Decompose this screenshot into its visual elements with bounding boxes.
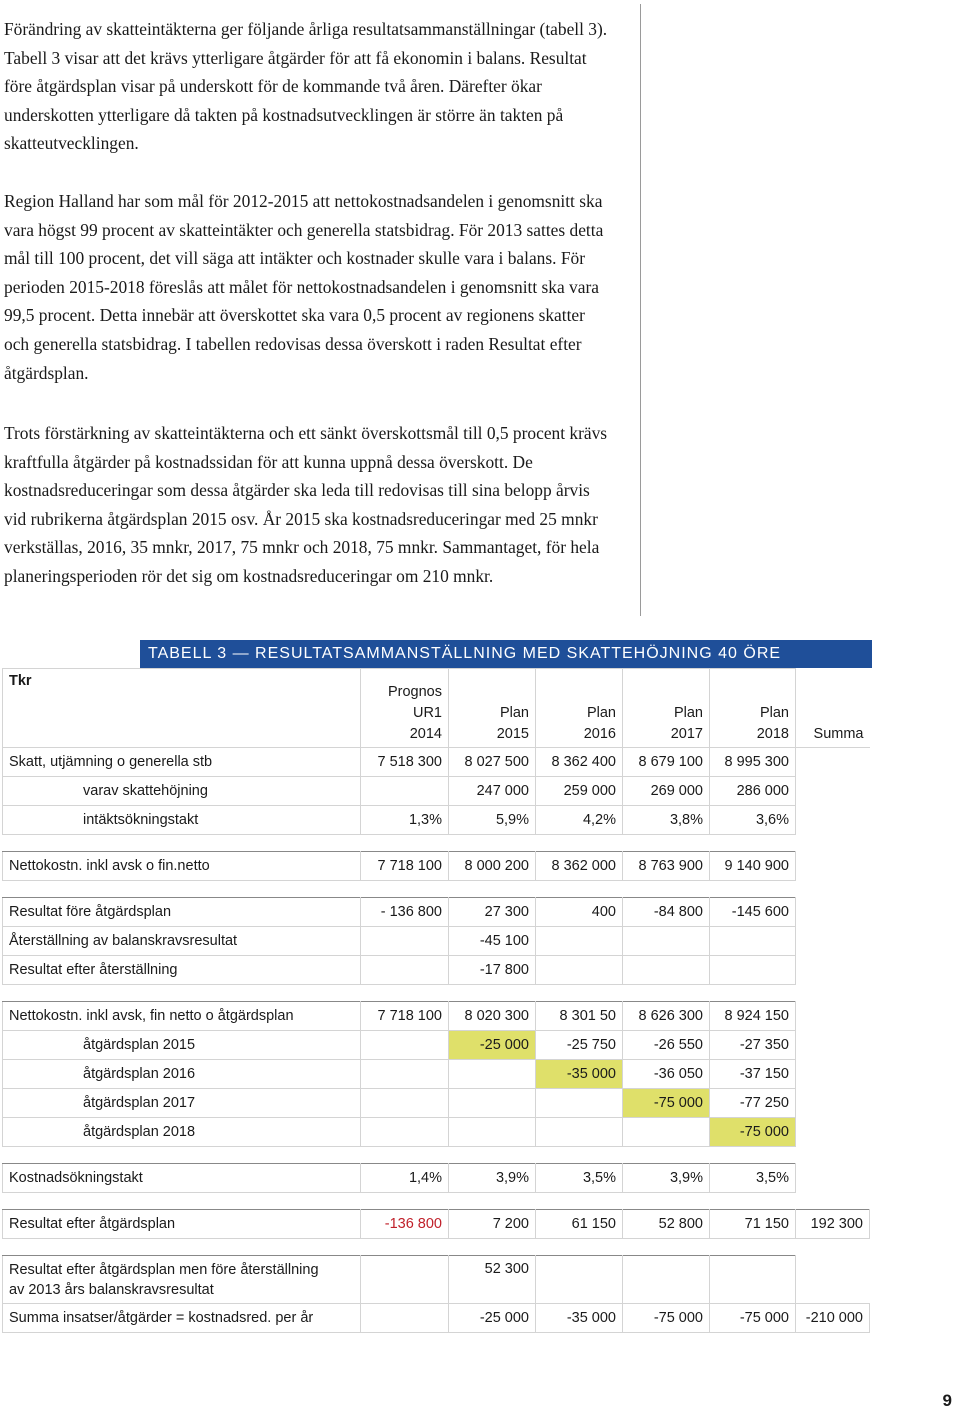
- cell: [796, 1060, 870, 1089]
- cell: [796, 927, 870, 956]
- cell: 8 301 50: [536, 1002, 623, 1031]
- cell: 61 150: [536, 1210, 623, 1239]
- cell: [710, 927, 796, 956]
- table-spacer: [3, 881, 870, 898]
- cell: -75 000: [710, 1304, 796, 1333]
- results-table: [2, 668, 870, 1333]
- cell: -210 000: [796, 1304, 870, 1333]
- cell: 5,9%: [449, 806, 536, 835]
- table-row: [3, 806, 870, 835]
- cell: 3,8%: [623, 806, 710, 835]
- table-spacer: [3, 1193, 870, 1210]
- cell: [536, 1256, 623, 1304]
- cell: 8 763 900: [623, 852, 710, 881]
- cell: 400: [536, 898, 623, 927]
- cell: 1,4%: [361, 1164, 449, 1193]
- cell: [361, 1089, 449, 1118]
- table-header-row: [3, 669, 870, 748]
- cell: [796, 1002, 870, 1031]
- cell: [796, 777, 870, 806]
- cell: [361, 956, 449, 985]
- table-row: [3, 1089, 870, 1118]
- cell: [361, 1060, 449, 1089]
- row-label: intäktsökningstakt: [3, 806, 361, 835]
- cell: [623, 1256, 710, 1304]
- table-title: TABELL 3 — RESULTATSAMMANSTÄLLNING MED SKATTEHÖJNING 40 ÖRE: [140, 640, 872, 668]
- cell: 3,5%: [536, 1164, 623, 1193]
- row-label: åtgärdsplan 2016: [3, 1060, 361, 1089]
- col-header-2016: Plan 2016: [536, 669, 623, 748]
- cell: -37 150: [710, 1060, 796, 1089]
- col-header-2018: Plan 2018: [710, 669, 796, 748]
- cell: -17 800: [449, 956, 536, 985]
- table-row: [3, 777, 870, 806]
- cell: [361, 777, 449, 806]
- table-row: [3, 898, 870, 927]
- cell: 269 000: [623, 777, 710, 806]
- cell: 7 200: [449, 1210, 536, 1239]
- cell: [361, 1031, 449, 1060]
- cell: 3,6%: [710, 806, 796, 835]
- table-row: [3, 1002, 870, 1031]
- cell: -84 800: [623, 898, 710, 927]
- cell: -145 600: [710, 898, 796, 927]
- cell: [796, 956, 870, 985]
- cell: [623, 1118, 710, 1147]
- row-label: Återställning av balanskravsresultat: [3, 927, 361, 956]
- cell: -35 000: [536, 1304, 623, 1333]
- cell: [449, 1118, 536, 1147]
- highlight-cell: -75 000: [710, 1118, 796, 1147]
- cell: 4,2%: [536, 806, 623, 835]
- cell: 8 362 000: [536, 852, 623, 881]
- cell: 52 800: [623, 1210, 710, 1239]
- paragraph-3: Trots förstärkning av skatteintäkterna och ett sänkt överskottsmål till 0,5 procent krävs kraftfulla åtgärder på kostnadssidan för att kunna uppnå dessa överskott. De kostnadsreduceringar som dessa åtgärder ska leda till redovisas till sina belopp årvis vid rubrikerna åtgärdsplan 2015 osv. År 2015 ska kostnadsreduceringar med 25 mnkr verkställas, 2016, 35 mnkr, 2017, 75 mnkr och 2018, 75 mnkr. Sammantaget, för hela planeringsperioden rör det sig om kostnadsreduceringar om 210 mnkr.: [4, 423, 608, 586]
- cell: [796, 898, 870, 927]
- cell: -25 000: [449, 1304, 536, 1333]
- cell: 8 626 300: [623, 1002, 710, 1031]
- paragraph-2: Region Halland har som mål för 2012-2015 att nettokostnadsandelen i genomsnitt ska vara högst 99 procent av skatteintäkter och generella statsbidrag. För 2013 sattes detta mål till 100 procent, det vill säga att intäkter och kostnader skulle vara i balans. För perioden 2015-2018 föreslås att målet för nettokostnadsandelen i genomsnitt ska vara 99,5 procent. Detta innebär att överskottet ska vara 0,5 procent av regionens skatter och generella statsbidrag. I tabellen redovisas dessa överskott i raden Resultat efter åtgärdsplan.: [4, 191, 604, 383]
- table-row: [3, 1304, 870, 1333]
- col-header-2017: Plan 2017: [623, 669, 710, 748]
- cell: 8 027 500: [449, 748, 536, 777]
- cell: [361, 1256, 449, 1304]
- cell: [796, 1031, 870, 1060]
- table-row: [3, 748, 870, 777]
- row-label: Resultat efter åtgärdsplan: [3, 1210, 361, 1239]
- table-row: [3, 927, 870, 956]
- row-label: Nettokostn. inkl avsk o fin.netto: [3, 852, 361, 881]
- cell: [796, 1118, 870, 1147]
- highlight-cell: -75 000: [623, 1089, 710, 1118]
- cell: [796, 852, 870, 881]
- page-number: 9: [942, 1391, 952, 1410]
- cell: [361, 1304, 449, 1333]
- cell: 3,5%: [710, 1164, 796, 1193]
- cell: -75 000: [623, 1304, 710, 1333]
- cell: -27 350: [710, 1031, 796, 1060]
- cell: [361, 927, 449, 956]
- cell: [710, 956, 796, 985]
- cell: [623, 927, 710, 956]
- row-label: åtgärdsplan 2018: [3, 1118, 361, 1147]
- cell: 247 000: [449, 777, 536, 806]
- cell: [536, 927, 623, 956]
- highlight-cell: -35 000: [536, 1060, 623, 1089]
- cell: 8 000 200: [449, 852, 536, 881]
- cell: 71 150: [710, 1210, 796, 1239]
- cell: [449, 1089, 536, 1118]
- cell: 8 924 150: [710, 1002, 796, 1031]
- row-label: Resultat efter återställning: [3, 956, 361, 985]
- table-spacer: [3, 1147, 870, 1164]
- cell: 52 300: [449, 1256, 536, 1304]
- cell: 8 362 400: [536, 748, 623, 777]
- cell: - 136 800: [361, 898, 449, 927]
- table-row: [3, 852, 870, 881]
- cell: [796, 748, 870, 777]
- table-row: [3, 1118, 870, 1147]
- table-spacer: [3, 1239, 870, 1256]
- row-label: varav skattehöjning: [3, 777, 361, 806]
- row-label: Resultat efter åtgärdsplan men före återställning av 2013 års balanskravsresultat: [3, 1256, 361, 1304]
- cell: 8 020 300: [449, 1002, 536, 1031]
- col-header-2015: Plan 2015: [449, 669, 536, 748]
- table-spacer: [3, 985, 870, 1002]
- cell: 9 140 900: [710, 852, 796, 881]
- col-header-summa: Summa: [796, 669, 870, 748]
- column-divider: [640, 4, 641, 616]
- cell: -25 750: [536, 1031, 623, 1060]
- table-spacer: [3, 835, 870, 852]
- cell: -45 100: [449, 927, 536, 956]
- cell: 7 718 100: [361, 852, 449, 881]
- cell: 7 518 300: [361, 748, 449, 777]
- table-row: [3, 1060, 870, 1089]
- cell: 27 300: [449, 898, 536, 927]
- cell: [536, 1089, 623, 1118]
- row-label: Summa insatser/åtgärder = kostnadsred. per år: [3, 1304, 361, 1333]
- row-label: Skatt, utjämning o generella stb: [3, 748, 361, 777]
- cell: [536, 1118, 623, 1147]
- row-label: Nettokostn. inkl avsk, fin netto o åtgärdsplan: [3, 1002, 361, 1031]
- cell: [796, 1164, 870, 1193]
- cell: [449, 1060, 536, 1089]
- cell: [361, 1118, 449, 1147]
- cell: -77 250: [710, 1089, 796, 1118]
- row-label: Kostnadsökningstakt: [3, 1164, 361, 1193]
- cell: 1,3%: [361, 806, 449, 835]
- cell: 286 000: [710, 777, 796, 806]
- cell: 192 300: [796, 1210, 870, 1239]
- cell: 3,9%: [449, 1164, 536, 1193]
- cell: 8 679 100: [623, 748, 710, 777]
- table-row: [3, 1031, 870, 1060]
- cell: [623, 956, 710, 985]
- cell: 3,9%: [623, 1164, 710, 1193]
- tkr-label: Tkr: [3, 669, 361, 748]
- table-row: [3, 1164, 870, 1193]
- col-header-2014: Prognos UR1 2014: [361, 669, 449, 748]
- cell: 259 000: [536, 777, 623, 806]
- highlight-cell: -25 000: [449, 1031, 536, 1060]
- table-row: [3, 956, 870, 985]
- cell: [536, 956, 623, 985]
- row-label: Resultat före åtgärdsplan: [3, 898, 361, 927]
- cell: 7 718 100: [361, 1002, 449, 1031]
- cell: 8 995 300: [710, 748, 796, 777]
- table-row: [3, 1210, 870, 1239]
- cell: [796, 1256, 870, 1304]
- paragraph-1: Förändring av skatteintäkterna ger följande årliga resultatsammanställningar (tabell 3). Tabell 3 visar att det krävs ytterligare åtgärder för att få ekonomin i balans. Resultat före åtgärdsplan visar på underskott för de kommande två åren. Därefter ökar underskotten ytterligare då takten på kostnadsutvecklingen är större än takten på skatteutvecklingen.: [4, 19, 608, 154]
- cell: [796, 1089, 870, 1118]
- cell: [710, 1256, 796, 1304]
- cell: -36 050: [623, 1060, 710, 1089]
- cell: [796, 806, 870, 835]
- row-label: åtgärdsplan 2015: [3, 1031, 361, 1060]
- row-label: åtgärdsplan 2017: [3, 1089, 361, 1118]
- cell: -26 550: [623, 1031, 710, 1060]
- table-row: [3, 1256, 870, 1304]
- negative-cell: -136 800: [361, 1210, 449, 1239]
